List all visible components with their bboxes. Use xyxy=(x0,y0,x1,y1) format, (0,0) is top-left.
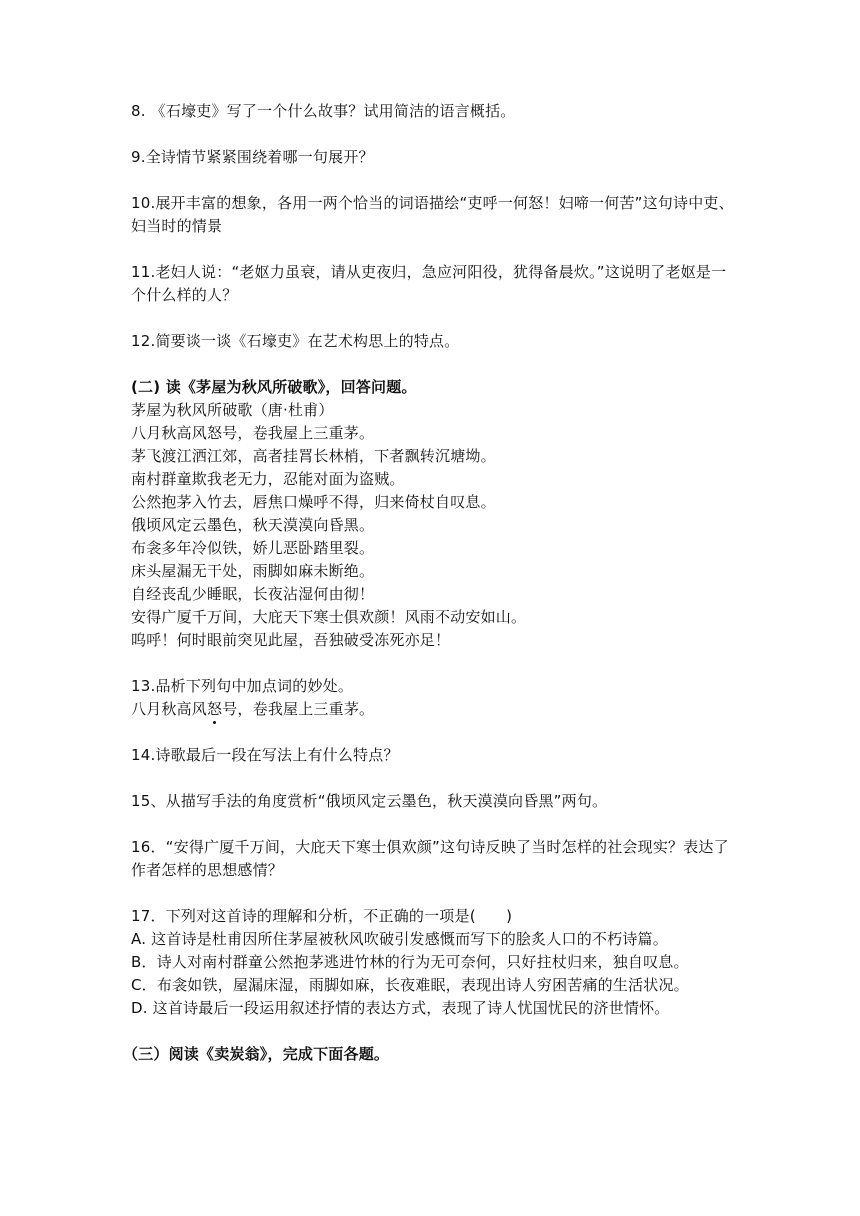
quote-after: 号，卷我屋上三重茅。 xyxy=(222,700,375,718)
option-a: A. 这首诗是杜甫因所住茅屋被秋风吹破引发感慨而写下的脍炙人口的不朽诗篇。 xyxy=(131,930,668,948)
question-16: 16．“安得广厦千万间，大庇天下寒士俱欢颜”这句诗反映了当时怎样的社会现实？表达了作者怎样的思想感情？ xyxy=(131,838,729,879)
poem-line: 床头屋漏无干处，雨脚如麻未断绝。 xyxy=(131,562,375,580)
document-body xyxy=(123,100,736,1066)
poem-line: 呜呼！何时眼前突见此屋，吾独破受冻死亦足！ xyxy=(131,631,451,649)
question-12: 12.简要谈一谈《石壕吏》在艺术构思上的特点。 xyxy=(131,332,460,350)
poem-line: 自经丧乱少睡眠，长夜沾湿何由彻！ xyxy=(131,585,375,603)
poem-line: 公然抱茅入竹去，唇焦口燥呼不得，归来倚杖自叹息。 xyxy=(131,493,496,511)
question-9: 9.全诗情节紧紧围绕着哪一句展开？ xyxy=(131,148,374,166)
poem-line: 茅飞渡江洒江郊，高者挂罥长林梢，下者飘转沉塘坳。 xyxy=(131,447,496,465)
quote-before: 八月秋高风 xyxy=(131,700,208,718)
option-b: B．诗人对南村群童公然抱茅逃进竹林的行为无可奈何，只好拄杖归来，独自叹息。 xyxy=(131,953,689,971)
question-17: 17．下列对这首诗的理解和分析，不正确的一项是( ) xyxy=(131,907,513,925)
poem-title: 茅屋为秋风所破歌（唐·杜甫） xyxy=(131,401,334,419)
question-10: 10.展开丰富的想象，各用一两个恰当的词语描绘“吏呼一何怒！妇啼一何苦”这句诗中吏、妇当时的情景 xyxy=(131,194,734,235)
question-8: 8. 《石壕吏》写了一个什么故事？试用简洁的语言概括。 xyxy=(131,102,516,120)
poem-line: 安得广厦千万间，大庇天下寒士俱欢颜！风雨不动安如山。 xyxy=(131,608,527,626)
option-d: D. 这首诗最后一段运用叙述抒情的表达方式，表现了诗人忧国忧民的济世情怀。 xyxy=(131,999,670,1017)
question-13-quote xyxy=(131,698,736,721)
poem-line: 八月秋高风怒号，卷我屋上三重茅。 xyxy=(131,424,375,442)
option-c: C．布衾如铁，屋漏床湿，雨脚如麻，长夜难眠，表现出诗人穷困苦痛的生活状况。 xyxy=(131,976,689,994)
question-13: 13.品析下列句中加点词的妙处。 xyxy=(131,677,354,695)
question-14: 14.诗歌最后一段在写法上有什么特点？ xyxy=(131,746,399,764)
poem-line: 俄顷风定云墨色，秋天漠漠向昏黑。 xyxy=(131,516,375,534)
question-15: 15、从描写手法的角度赏析“俄顷风定云墨色，秋天漠漠向昏黑”两句。 xyxy=(131,792,608,810)
section-3-heading: （三）阅读《卖炭翁》，完成下面各题。 xyxy=(123,1045,390,1063)
section-2-heading: (二) 读《茅屋为秋风所破歌》，回答问题。 xyxy=(131,378,417,396)
poem-line: 布衾多年冷似铁，娇儿恶卧踏里裂。 xyxy=(131,539,375,557)
question-11: 11.老妇人说：“老妪力虽衰，请从吏夜归，急应河阳役，犹得备晨炊。”这说明了老妪是一个什么样的人？ xyxy=(131,263,727,304)
poem-line: 南村群童欺我老无力，忍能对面为盗贼。 xyxy=(131,470,405,488)
dotted-word: 怒 xyxy=(207,698,222,721)
